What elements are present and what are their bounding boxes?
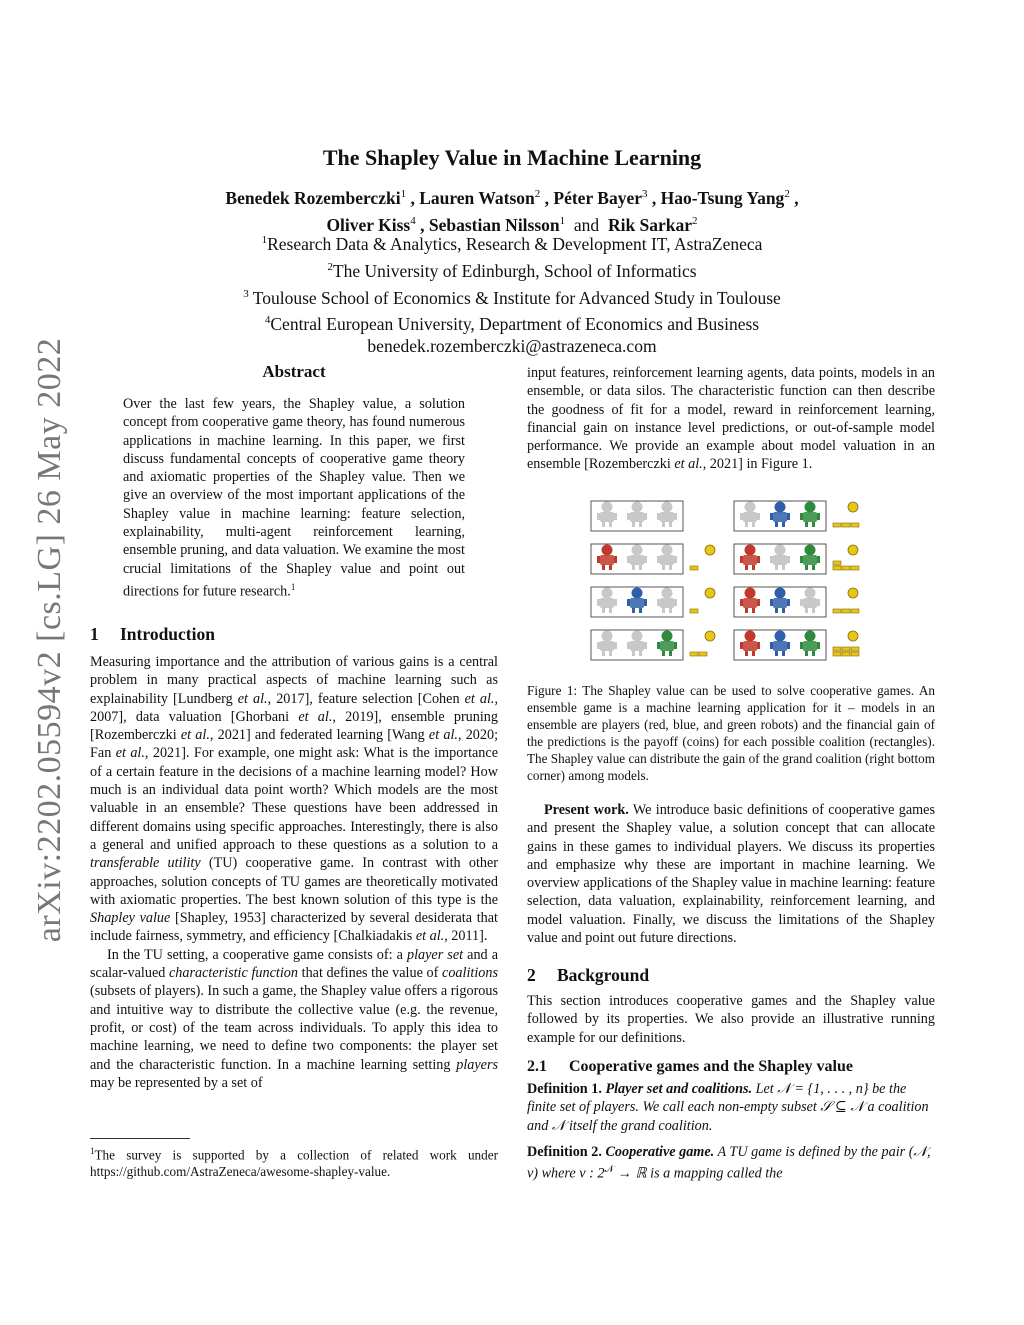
author-line-2: Oliver Kiss$^4$ , Sebastian Nilsson$^1$ and Rik Sarkar$^2$ — [326, 214, 698, 235]
coalition-diagram — [590, 497, 875, 662]
introduction-body — [90, 653, 498, 1092]
coalition-panel — [591, 544, 715, 574]
arxiv-stamp — [30, 337, 70, 943]
payoff-coins — [690, 588, 715, 613]
affiliations — [0, 229, 1024, 356]
payoff-coins — [690, 631, 715, 656]
affiliation-2: $^2$The University of Edinburgh, School of Informatics — [327, 260, 697, 281]
author-line-1: Benedek Rozemberczki$^1$ , Lauren Watson$^2$ , Péter Bayer$^3$ , Hao-Tsung Yang$^2$ , — [225, 187, 799, 208]
right-column-intro-continued: input features, reinforcement learning agents, data points, models in an ensemble, or data silos. The characteristic function can then describe the goodness of fit for a model, reward in reinforcement learning, financial gain on instance level predictions, or out-of-sample model performance. We provide an example about model valuation in an ensemble [Rozemberczki et al., 2021] in Figure 1. — [527, 365, 935, 473]
abstract-heading: Abstract — [262, 362, 326, 381]
figure-1-caption: Figure 1: The Shapley value can be used to solve cooperative games. An ensemble game is a machine learning application for it – models in an ensemble are players (red, blue, and green robots) and the financial gain of the predictions is the payoff (coins) for each possible coalition (rectangles). The Shapley value can distribute the gain of the grand coalition (right bottom corner) among models. — [527, 683, 935, 783]
affiliation-1: $^1$Research Data & Analytics, Research & Development IT, AstraZeneca — [261, 233, 763, 254]
coalition-panel — [591, 587, 715, 617]
subsection-2-1-heading: 2.1 Cooperative games and the Shapley value — [527, 1058, 853, 1075]
section-background-heading: 2 Background — [527, 965, 650, 985]
definition-1: Definition 1. Player set and coalitions. Let 𝒩 = {1, . . . , n} be the finite set of players. We call each non-empty subset 𝒮 ⊆ 𝒩 a coalition and 𝒩 itself the grand coalition. — [527, 1081, 929, 1134]
footnote: $^1$The survey is supported by a collection of related work under https://github.com/AstraZeneca/awesome-shapley-value. — [90, 1146, 498, 1179]
present-work-paragraph: Present work. We introduce basic definitions of cooperative games and present the Shapley value, a solution concept that can allocate gains in these games to individual players. We discuss its properties and emphasize why these are important in machine learning. We overview applications of the Shapley value in machine learning: feature selection, data valuation, explainability, reinforcement learning, and model valuation. Finally, we discuss the limitations of the Shapley value and point out future directions. — [527, 802, 935, 947]
coalition-panel — [734, 501, 859, 531]
payoff-coins — [833, 588, 859, 613]
definition-2: Definition 2. Cooperative game. A TU game is defined by the pair (𝒩, v) where v : $2^𝒩$ → ℝ is a mapping called the — [527, 1144, 931, 1183]
email: benedek.rozemberczki@astrazeneca.com — [367, 336, 657, 357]
payoff-coins — [833, 502, 859, 527]
affiliation-3: $^3$ Toulouse School of Economics & Institute for Advanced Study in Toulouse — [243, 287, 781, 308]
intro-paragraph-1: Measuring importance and the attribution of various gains is a central problem in many practical aspects of machine learning such as explainability [Lundberg et al., 2017], feature selection [Cohen et al., 2007], data valuation [Ghorbani et al., 2019], ensemble pruning [Rozemberczki et al., 2021] and federated learning [Wang et al., 2020; Fan et al., 2021]. For example, one might ask: What is the importance of a certain feature in the decisions of a machine learning model? How much is an individual data point worth? Which models are the most valuable in an ensemble? These questions have been addressed in different domains using specific approaches. Interestingly, there is also a general and unified approach to these questions as a solution to a transferable utility (TU) cooperative game. In contrast with other approaches, solution concepts of TU games are theoretically motivated with axiomatic properties. The best known solution of this type is the Shapley value [Shapley, 1953] characterized by several desiderata that include fairness, symmetry, and efficiency [Chalkiadakis et al., 2011]. — [90, 654, 499, 945]
coalition-panel — [591, 630, 715, 660]
abstract-body: Over the last few years, the Shapley value, a solution concept from cooperative game theory, has found numerous applications in machine learning. In this paper, we first discuss fundamental concepts of cooperative game theory and axiomatic properties of the Shapley value. Then we give an overview of the most important applications of the Shapley value in machine learning: feature selection, explainability, multi-agent reinforcement learning, ensemble pruning, and data valuation. We examine the most crucial limitations of the Shapley value and point out directions for future research.$^1$ — [123, 396, 465, 600]
intro-paragraph-2: In the TU setting, a cooperative game consists of: a player set and a scalar-valued characteristic function that defines the value of coalitions (subsets of players). In such a game, the Shapley value offers a rigorous and intuitive way to distribute the collective value (e.g. the revenue, profit, or cost) of the team across individuals. To apply this idea to machine learning, we need to define two components: the player set and the characteristic function. In a machine learning setting players may be represented by a set of — [90, 946, 498, 1091]
payoff-coins — [833, 545, 859, 570]
payoff-coins — [690, 545, 715, 570]
section-introduction-heading: 1 Introduction — [90, 624, 215, 644]
coalition-panel — [591, 501, 683, 531]
paper-title: The Shapley Value in Machine Learning — [322, 145, 702, 170]
figure-1 — [590, 497, 875, 662]
coalition-panel — [734, 544, 859, 574]
coalition-panel — [734, 630, 859, 660]
footnote-rule — [90, 1138, 190, 1139]
background-body: This section introduces cooperative games and the Shapley value followed by its properties. We also provide an illustrative running example for our definitions. — [527, 993, 935, 1046]
payoff-coins — [833, 631, 859, 656]
arxiv-id: arXiv:2202.05594v2 [cs.LG] 26 May 2022 — [31, 337, 68, 943]
affiliation-4: $^4$Central European University, Department of Economics and Business — [264, 314, 760, 335]
coalition-panel — [734, 587, 859, 617]
